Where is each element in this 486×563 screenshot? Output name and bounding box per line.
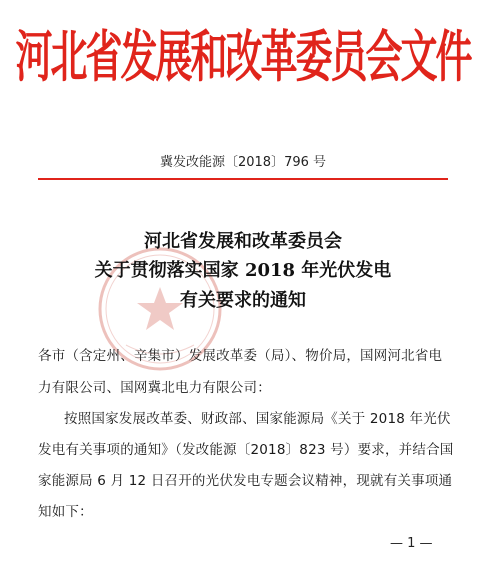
red-divider-line — [38, 178, 448, 180]
body-line-1: 各市（含定州、辛集市）发展改革委（局）、物价局，国网河北省电 — [38, 348, 443, 364]
body-line-4: 发电有关事项的通知》（发改能源〔2018〕823 号）要求，并结合国 — [38, 442, 454, 458]
body-line-6: 知如下： — [38, 504, 93, 520]
page-number: — 1 — — [390, 536, 433, 551]
document-title-line-3: 有关要求的通知 — [180, 290, 306, 311]
body-line-5: 家能源局 6 月 12 日召开的光伏发电专题会议精神，现就有关事项通 — [38, 473, 453, 489]
document-title-line-2: 关于贯彻落实国家 2018 年光伏发电 — [94, 260, 392, 281]
body-line-3: 按照国家发展改革委、财政部、国家能源局《关于 2018 年光伏 — [64, 411, 451, 427]
document-title-line-1: 河北省发展和改革委员会 — [144, 231, 342, 252]
document-number: 冀发改能源〔2018〕796 号 — [159, 155, 327, 170]
issuer-header: 河北省发展和改革委员会文件 — [15, 25, 471, 90]
body-line-2: 力有限公司、国网冀北电力有限公司： — [38, 380, 271, 396]
